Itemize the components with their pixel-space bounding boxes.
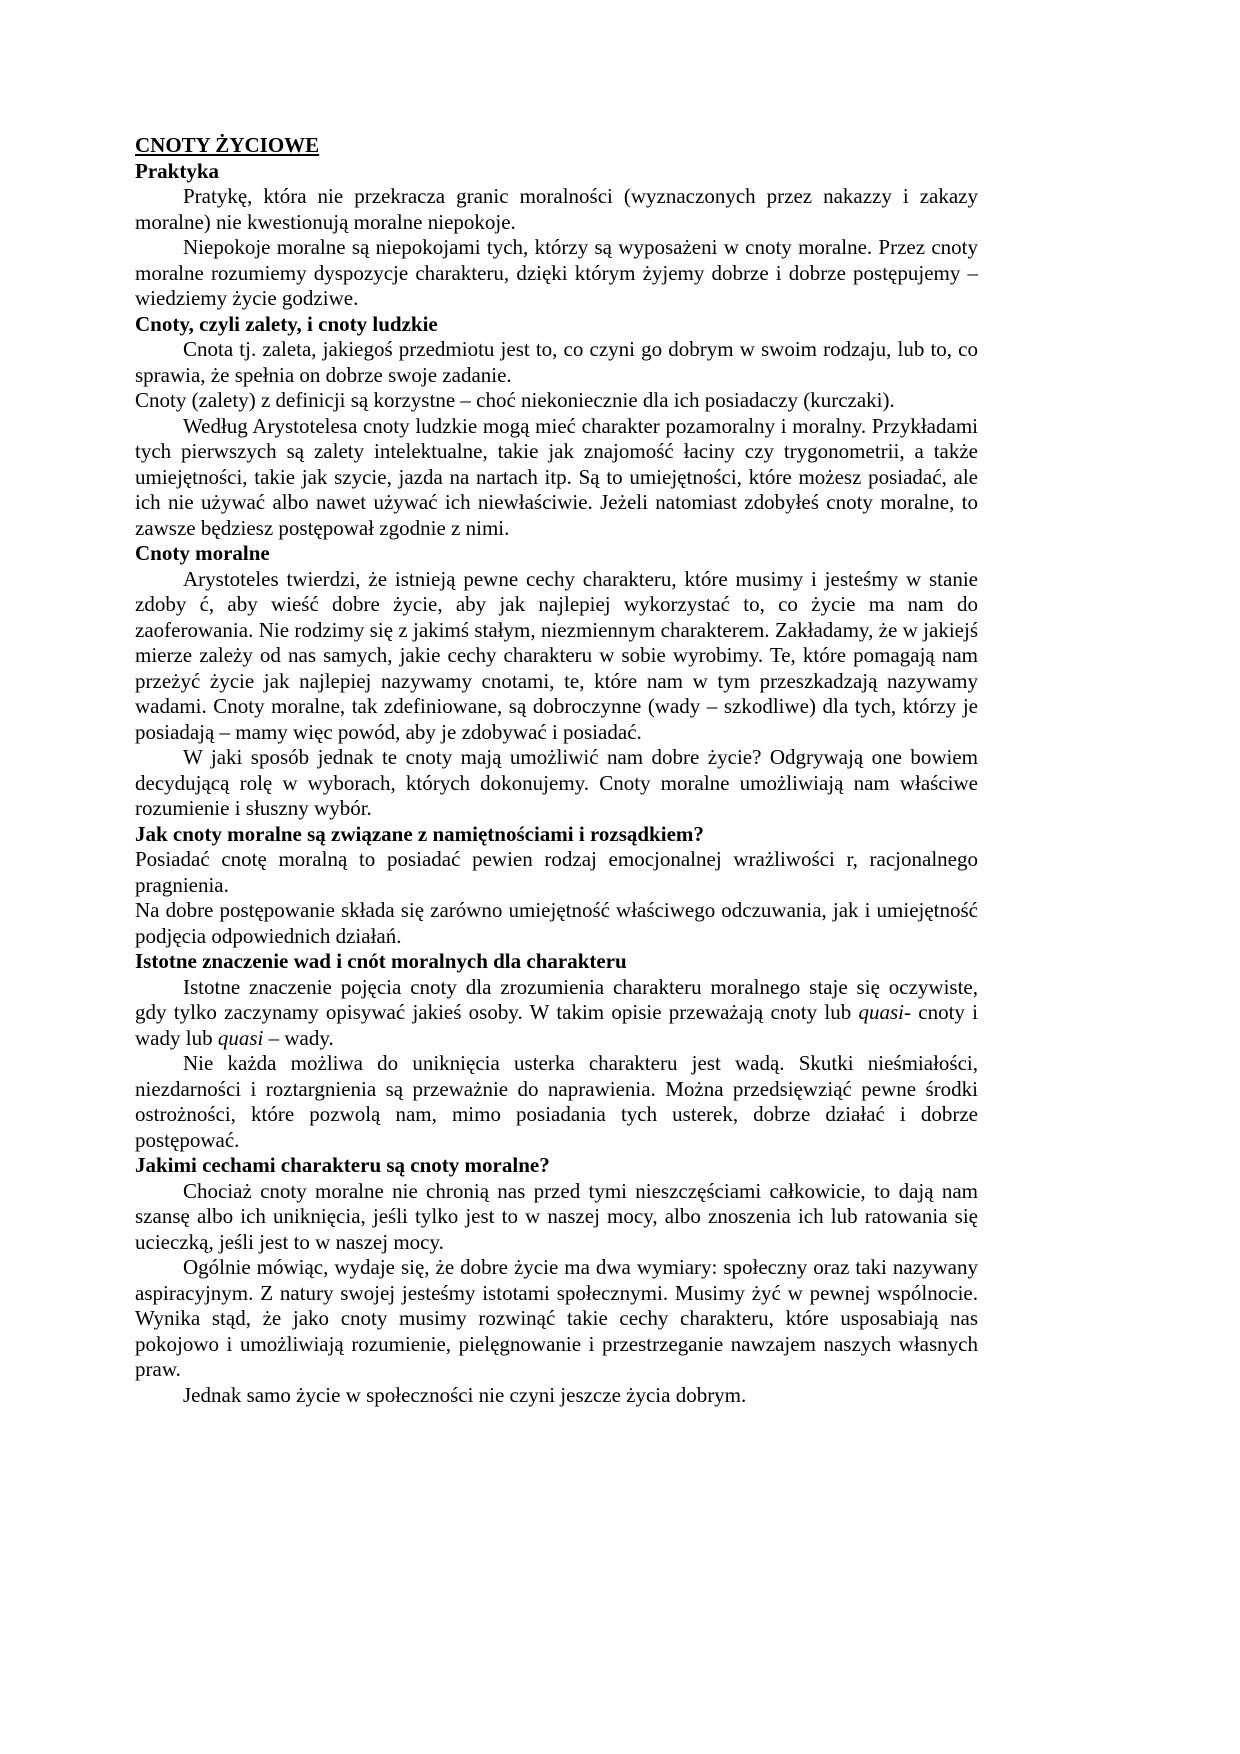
section-heading: Jakimi cechami charakteru są cnoty moralne? bbox=[135, 1153, 550, 1177]
paragraph: Według Arystotelesa cnoty ludzkie mogą mieć charakter pozamoralny i moralny. Przykładami tych pierwszych są zalety intelektualne, takie jak znajomość łaciny czy trygonometrii, a także umiejętności, takie jak szycie, jazda na nartach itp. Są to umiejętności, które możesz posiadać, ale ich nie używać albo nawet używać ich niewłaściwie. Jeżeli natomiast zdobyłeś cnoty moralne, to zawsze będziesz postępował zgodnie z nimi. bbox=[135, 413, 978, 540]
section-heading: Jak cnoty moralne są związane z namiętnościami i rozsądkiem? bbox=[135, 821, 704, 846]
paragraph: Arystoteles twierdzi, że istnieją pewne cechy charakteru, które musimy i jesteśmy w stanie zdoby ć, aby wieść dobre życie, aby jak najlepiej wykorzystać to, co życie ma nam do zaoferowania. Nie rodzimy się z jakimś stałym, niezmiennym charakterem. Zakładamy, że w jakiejś mierze zależy od nas samych, jakie cechy charakteru w sobie wyrobimy. Te, które pomagają nam przeżyć życie jak najlepiej nazywamy cnotami, te, które nam w tym przeszkadzają nazywamy wadami. Cnoty moralne, tak zdefiniowane, są dobroczynne (wady – szkodliwe) dla tych, którzy je posiadają – mamy więc powód, aby je zdobywać i posiadać. bbox=[135, 566, 978, 744]
paragraph: Ogólnie mówiąc, wydaje się, że dobre życie ma dwa wymiary: społeczny oraz taki nazywany aspiracyjnym. Z natury swojej jesteśmy istotami społecznymi. Musimy żyć w pewnej wspólnocie. Wynika stąd, że jako cnoty musimy rozwinąć takie cechy charakteru, które usposabiają nas pokojowo i umożliwiają rozumienie, pielęgnowanie i przestrzeganie nawzajem naszych własnych praw. bbox=[135, 1255, 978, 1381]
text-run: – wady. bbox=[263, 1025, 334, 1050]
emphasis-text: quasi- bbox=[858, 1000, 911, 1024]
paragraph: Pratykę, która nie przekracza granic moralności (wyznaczonych przez nakazzy i zakazy moralne) nie kwestionują moralne niepokoje. bbox=[135, 184, 978, 234]
paragraph bbox=[135, 975, 978, 1052]
section-heading: Cnoty, czyli zalety, i cnoty ludzkie bbox=[135, 311, 438, 336]
paragraph: Jednak samo życie w społeczności nie czyni jeszcze życia dobrym. bbox=[183, 1382, 747, 1407]
paragraph: Nie każda możliwa do uniknięcia usterka charakteru jest wadą. Skutki nieśmiałości, niezdarności i roztargnienia są przeważnie do naprawienia. Można przedsięwziąć pewne środki ostrożności, które pozwolą nam, mimo posiadania tych usterek, dobrze działać i dobrze postępować. bbox=[135, 1051, 978, 1152]
paragraph: Cnoty (zalety) z definicji są korzystne – choć niekoniecznie dla ich posiadaczy (kurczaki). bbox=[135, 388, 895, 412]
paragraph: Niepokoje moralne są niepokojami tych, którzy są wyposażeni w cnoty moralne. Przez cnoty moralne rozumiemy dyspozycje charakteru, dzięki którym żyjemy dobrze i dobrze postępujemy – wiedziemy życie godziwe. bbox=[135, 235, 978, 310]
paragraph: Posiadać cnotę moralną to posiadać pewien rodzaj emocjonalnej wrażliwości r, racjonalnego pragnienia. bbox=[135, 847, 978, 897]
paragraph: Na dobre postępowanie składa się zarówno umiejętność właściwego odczuwania, jak i umiejętność podjęcia odpowiednich działań. bbox=[135, 898, 978, 948]
section-heading: Praktyka bbox=[135, 158, 219, 183]
text-run: Istotne znaczenie pojęcia cnoty dla zrozumienia charakteru moralnego staje się oczywiste, gdy tylko zaczynamy opisywać jakieś osoby. W takim opisie przeważają cnoty lub bbox=[135, 974, 978, 1024]
document-title: CNOTY ŻYCIOWE bbox=[135, 133, 320, 157]
document-body bbox=[135, 133, 978, 1408]
text-run: cnoty i wady lub bbox=[135, 1000, 979, 1050]
paragraph: Chociaż cnoty moralne nie chronią nas przed tymi nieszczęściami całkowicie, to dają nam szansę albo ich uniknięcia, jeśli tylko jest to w naszej mocy, albo znoszenia ich lub ratowania się ucieczką, jeśli jest to w naszej mocy. bbox=[135, 1178, 978, 1254]
paragraph: W jaki sposób jednak te cnoty mają umożliwić nam dobre życie? Odgrywają one bowiem decydującą rolę w wyborach, których dokonujemy. Cnoty moralne umożliwiają nam właściwe rozumienie i słuszny wybór. bbox=[135, 745, 978, 820]
section-heading: Istotne znaczenie wad i cnót moralnych dla charakteru bbox=[135, 949, 627, 973]
section-heading: Cnoty moralne bbox=[135, 541, 270, 565]
paragraph: Cnota tj. zaleta, jakiegoś przedmiotu jest to, co czyni go dobrym w swoim rodzaju, lub to, co sprawia, że spełnia on dobrze swoje zadanie. bbox=[135, 337, 978, 387]
emphasis-text: quasi bbox=[217, 1025, 264, 1050]
